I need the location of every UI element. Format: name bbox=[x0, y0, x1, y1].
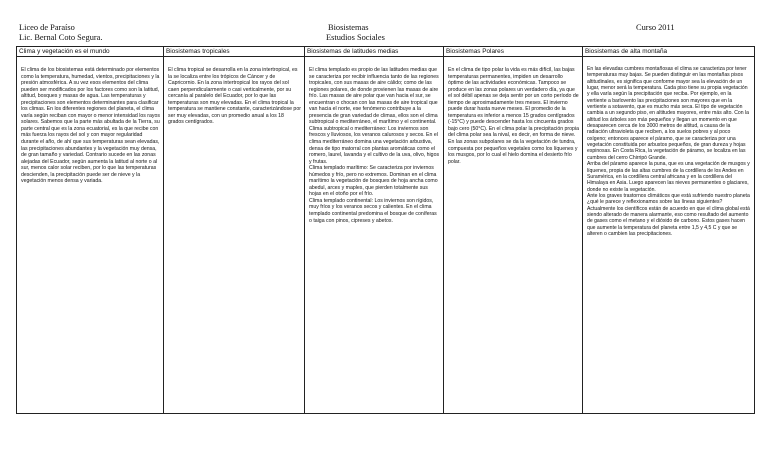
column-header-polar: Biosistemas Polares bbox=[444, 47, 583, 57]
document-title: Biosistemas bbox=[328, 23, 369, 32]
table-header-row bbox=[17, 47, 755, 57]
teacher-name: Lic. Bernal Coto Segura. bbox=[19, 33, 103, 42]
cell-climate-vegetation: El clima de los biosistemas está determinado por elementos como la temperatura, humedad, vientos, precipitaciones y la presión atmosférica. A su vez esos elementos del clima pueden ser modificados por los factores como son la latitud, altitud, bosques y masas de agua. Las temperaturas y precipitaciones son elementos determinantes para clasificar los climas. En los diferentes regiones del planeta, el clima varía según reciban con mayor o menor intensidad los rayos solares. Sabemos que la parte más abultada de la Tierra, su parte central que es la zona ecuatorial, es la que recibe con más fuerza los rayos del sol y con mayor regularidad durante el año, de ahí que sus temperaturas sean elevadas, las precipitaciones abundantes y la vegetación muy densa, de gran tamaño y variedad. Contrario sucede en las zonas alejadas del Ecuador, según aumenta la latitud al norte o al sur, menos calor solar reciben, por lo que las temperaturas descienden, la precipitación puede ser de nieve y la vegetación menos densa y variada. bbox=[17, 57, 164, 414]
column-header-tropical: Biosistemas tropicales bbox=[164, 47, 305, 57]
school-name: Liceo de Paraíso bbox=[19, 23, 75, 32]
subject-area: Estudios Sociales bbox=[326, 33, 385, 42]
cell-high-mountain: En las elevadas cumbres montañosas el clima se caracteriza por tener temperaturas muy bajas. Se pueden distinguir en las montañas pisos altitudinales, es significa que conforme mayor sea la elevación de un lugar, menor será la temperatura. Cada piso tiene su propia vegetación y ella varía según la precipitación que reciba. Por ejemplo, en la vertiente a barlovento las precipitaciones son mayores que en la vertiente a sotavento, que es mucho más seca. El tipo de vegetación cambia a un segundo piso, en altitudes mayores, entre más alto. Con la altitud los árboles son más pequeños y llegan un momento en que desaparecen cerca de los 3000 metros de altitud, a causa de la radiación ultravioleta que reciben, a los suelos pobres y al poco oxígeno; entonces aparece el páramo, que se caracteriza por una vegetación constituida por arbustos pequeños, de gran dureza y hojas espinosas. En Costa Rica, la vegetación de páramo, se localiza en las cumbres del cerro Chirripó Grande. Arriba del páramo aparece la puna, que es una vegetación de musgos y líquenes, propia de las altas cumbres de la cordillera de los Andes en Suramérica, en la cordillera central africana y en la cordillera del Himalaya en Asia. Luego aparecen las nieves permanentes o glaciares, donde no existe la vegetación. Ante los graves trastornos climáticos que está sufriendo nuestro planeta ¿qué le parece y reflexionamos sobre las líneas siguientes? Actualmente los científicos están de acuerdo en que el clima global está siendo alterado de manera alarmante, eso como resultado del aumento de gases como el metano y el dióxido de carbono. Estos gases hacen que aumente la temperatura del planeta entre 1,5 y 4,5 C y que se alteren o cambien las precipitaciones. bbox=[583, 57, 755, 414]
course-year: Curso 2011 bbox=[636, 23, 675, 32]
column-header-high-mountain: Biosistemas de alta montaña bbox=[583, 47, 755, 57]
table-row bbox=[17, 57, 755, 414]
column-header-climate-vegetation: Clima y vegetación es el mundo bbox=[17, 47, 164, 57]
cell-polar: En el clima de tipo polar la vida es más difícil, las bajas temperaturas permanentes, impiden un desarrollo óptimo de las actividades económicas. Tampoco se produce en las zonas polares un verdadero día, ya que el sol débil apenas se deja sentir por un corto período de tiempo de aproximadamente tres meses. El invierno puede durar hasta nueve meses. El promedio de la temperatura es inferior a menos 15 grados centígrados (-15°C) y puede descender hasta los cincuenta grados bajo cero (50°C). En el clima polar la precipitación propia del clima polar sea la nival, es decir, en forma de nieve. En las zonas subpolares se da la vegetación de tundra, compuesta por pequeños vegetales como los líquenes y los musgos, por lo cual el hielo domina el desierto frío polar. bbox=[444, 57, 583, 414]
cell-tropical: El clima tropical se desarrolla en la zona intertropical, es la se localiza entre los trópicos de Cáncer y de Capricornio. En la zona intertropical los rayos del sol caen perpendicularmente o casi verticalmente, por su cercanía al paralelo del Ecuador, por lo que las temperaturas son muy elevadas. En el clima tropical la temperatura se mantiene constante, caracterizándose por ser muy elevadas, con un promedio anual a los 18 grados centígrados. bbox=[164, 57, 305, 414]
cell-mid-latitude: El clima templado es propio de las latitudes medias que se caracteriza por recibir influencia tanto de las regiones tropicales, con sus masas de aire cálido; como de las regiones polares, de donde provienen las masas de aire frío. Las masas de aire polar que van hacia el sur, se encuentran o chocan con las masas de aire tropical que van hacia el norte, ese fenómeno contribuye a la presencia de gran variedad de climas, ellos son el clima subtropical o mediterráneo, el marítimo y el continental. Clima subtropical o mediterráneo: Los inviernos son frescos y lluviosos, los veranos calurosos y secos. En el clima mediterráneo domina una vegetación arbustiva, densa de tipo matorral con plantas aromáticas como el romero, laurel, lavanda y el cultivo de la uva, olivo, higos y frutas. Clima templado marítimo: Se caracteriza por inviernos húmedos y frío, pero no extremos. Dominan en el clima marítimo la vegetación de bosques de hoja ancha como abedul, arces y maples, que pierden totalmente sus hojas en el otoño por el frío. Clima templado continental: Los inviernos son rígidos, muy fríos y los veranos secos y calientes. En el clima templado continental predomina el bosque de coníferas o taiga con pinos, cipreses y abetos. bbox=[305, 57, 444, 414]
column-header-mid-latitude: Biosistemas de latitudes medias bbox=[305, 47, 444, 57]
biosystems-table bbox=[16, 46, 755, 414]
